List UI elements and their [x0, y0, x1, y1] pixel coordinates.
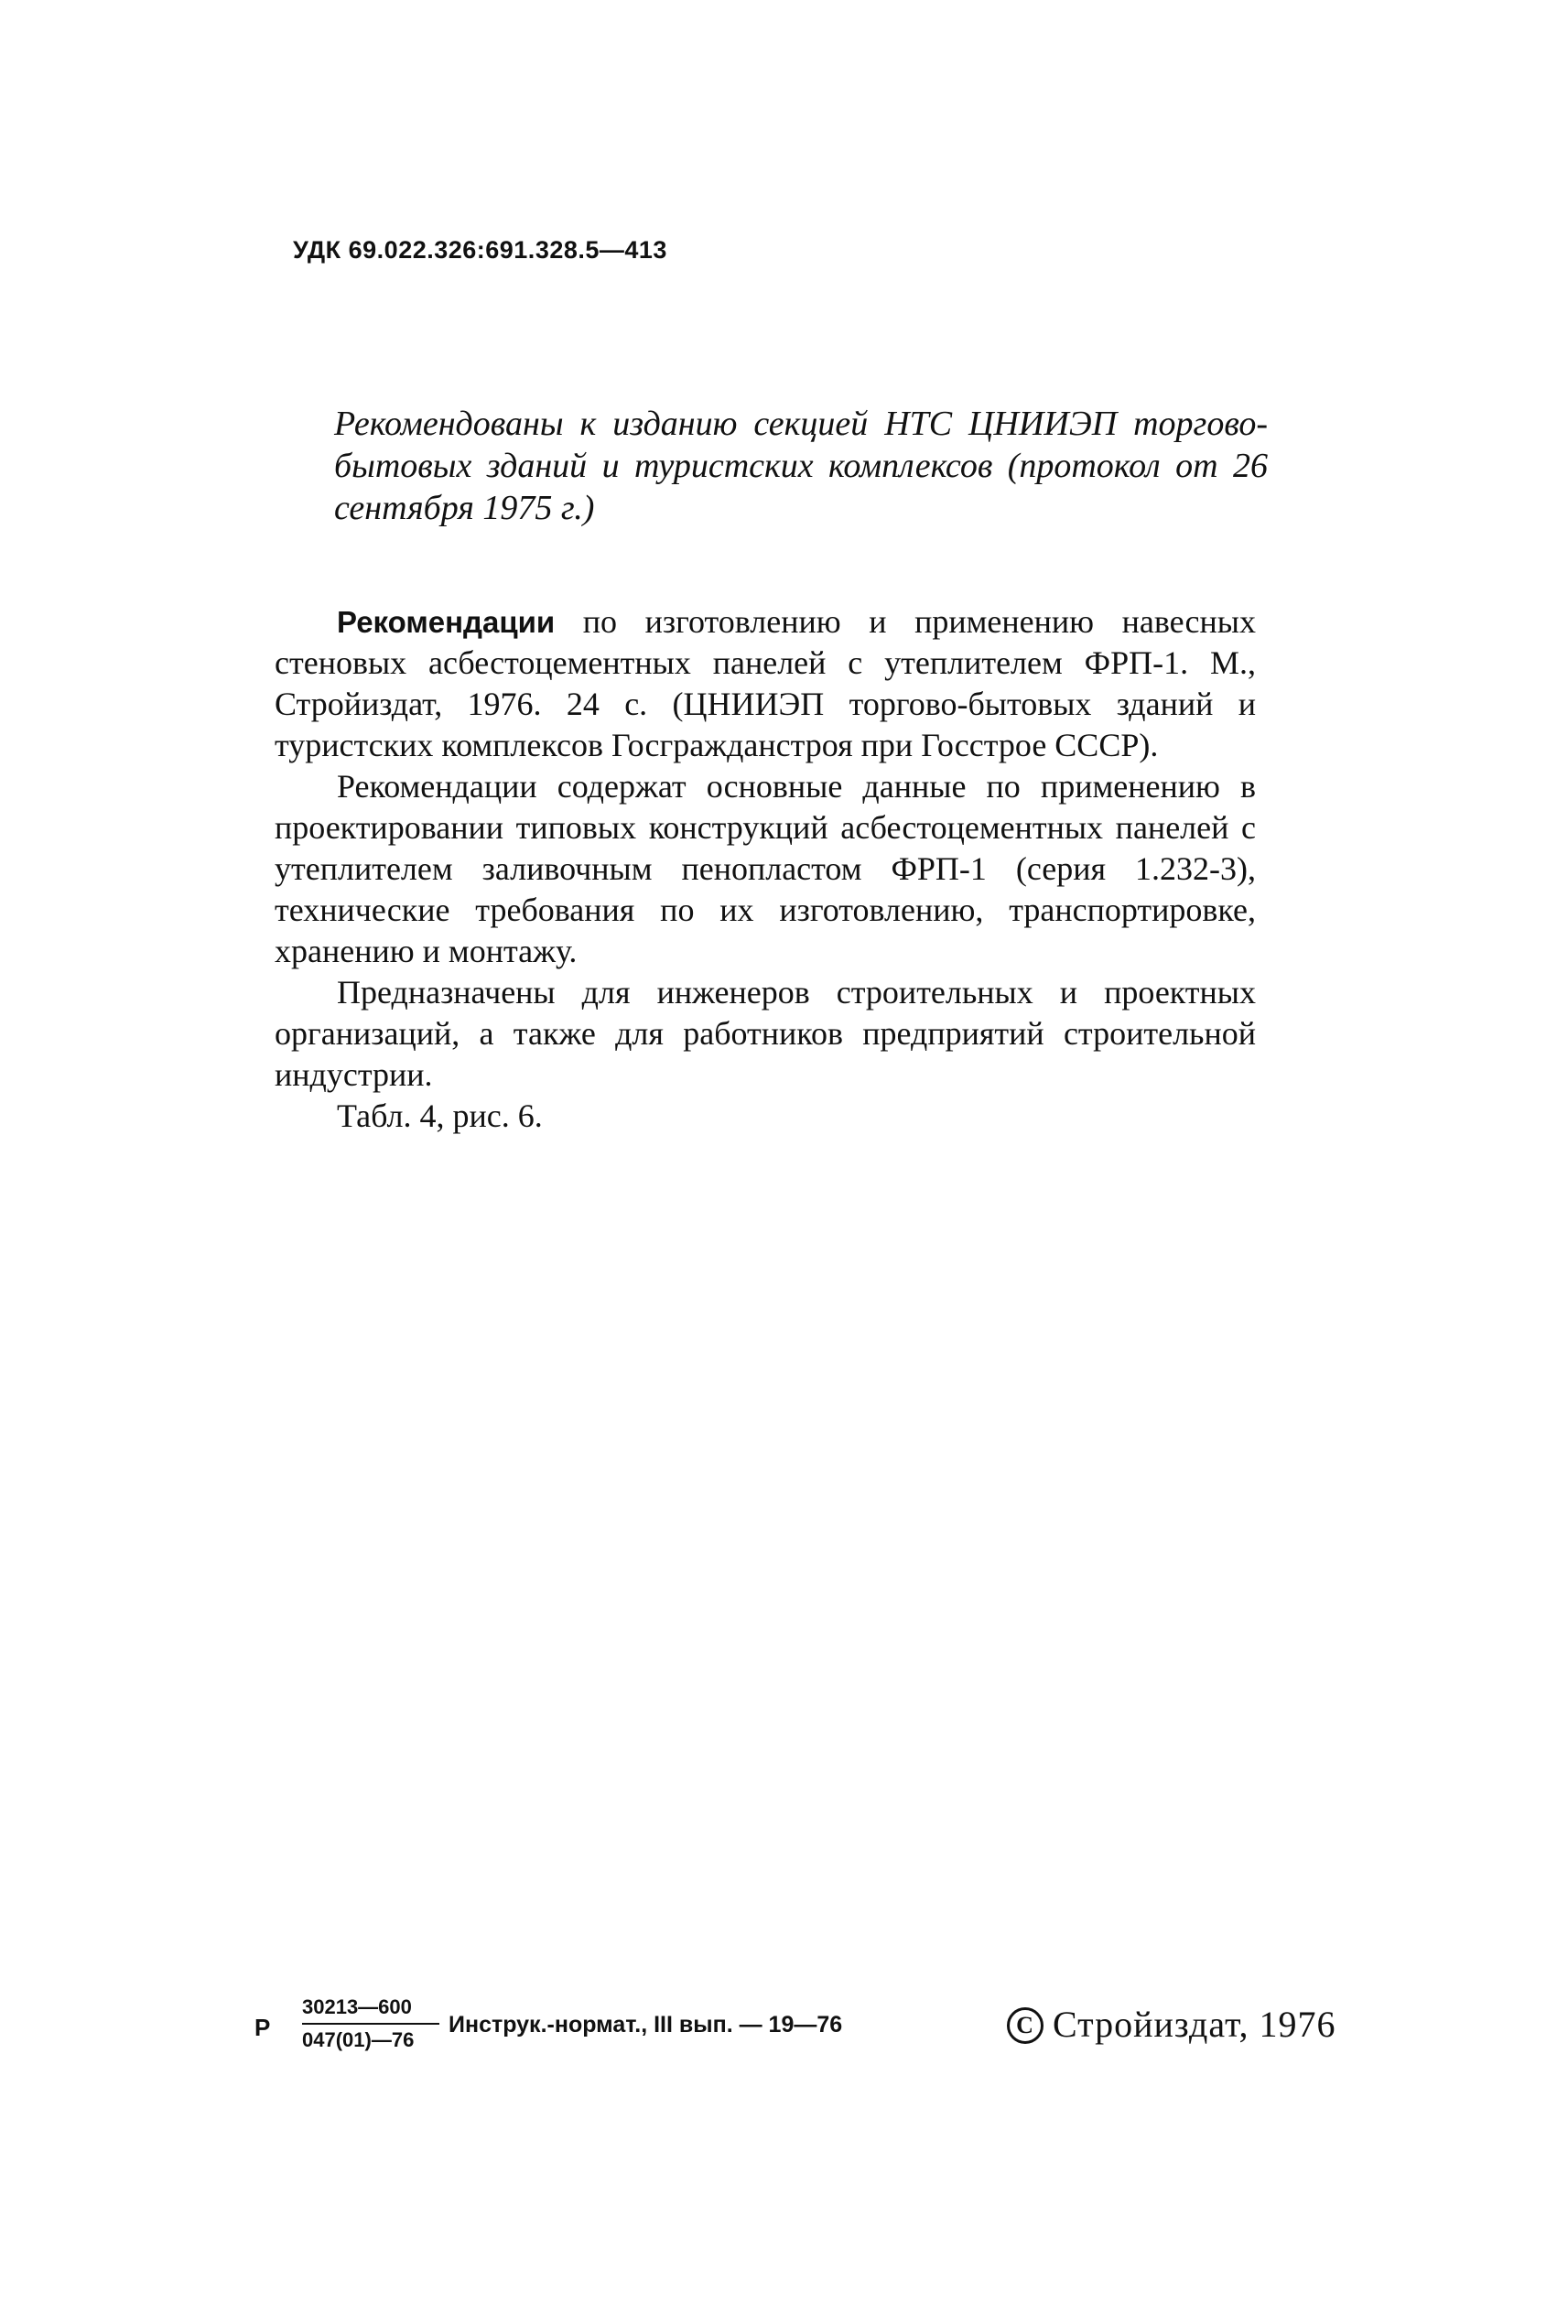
abstract: [275, 601, 1256, 1137]
abstract-paragraph-1-text: по изготовлению и применению навесных стеновых асбестоцементных панелей с утеплителем ФРП-1. М., Стройиздат, 1976. 24 с. (ЦНИИЭП торгово-бытовых зданий и туристских комплексов Госгражданстроя при Госстрое СССР).: [275, 603, 1256, 763]
copyright-icon: C: [1007, 2007, 1044, 2044]
imprint-denominator: 047(01)—76: [302, 2028, 415, 2051]
imprint-fraction: [302, 1994, 439, 2054]
imprint: [0, 1994, 1568, 2067]
copyright-text: Стройиздат, 1976: [1053, 2004, 1336, 2045]
abstract-paragraph-2: Рекомендации содержат основные данные по применению в проектировании типовых конструкций асбестоцементных панелей с утеплителем заливочным пенопластом ФРП-1 (серия 1.232-3), технические требования по их изготовлению, транспортировке, хранению и монтажу.: [275, 768, 1256, 969]
copyright: [1007, 2003, 1336, 2047]
abstract-lead-word: Рекомендации: [337, 605, 556, 639]
abstract-paragraph-3: Предназначены для инженеров строительных и проектных организаций, а также для работников предприятий строительной индустрии.: [275, 974, 1256, 1093]
udk-code: УДК 69.022.326:691.328.5—413: [293, 236, 667, 264]
abstract-paragraph-4: Табл. 4, рис. 6.: [337, 1097, 543, 1134]
abstract-paragraph-1: [275, 601, 1256, 766]
recommendation-note: Рекомендованы к изданию секцией НТС ЦНИИЭП торгово-бытовых зданий и туристских комплексов (протокол от 26 сентября 1975 г.): [334, 405, 1268, 527]
imprint-series: Инструк.-нормат., III вып. — 19—76: [449, 2012, 843, 2038]
imprint-letter: Р: [254, 2014, 271, 2041]
imprint-numerator: 30213—600: [302, 1994, 439, 2025]
